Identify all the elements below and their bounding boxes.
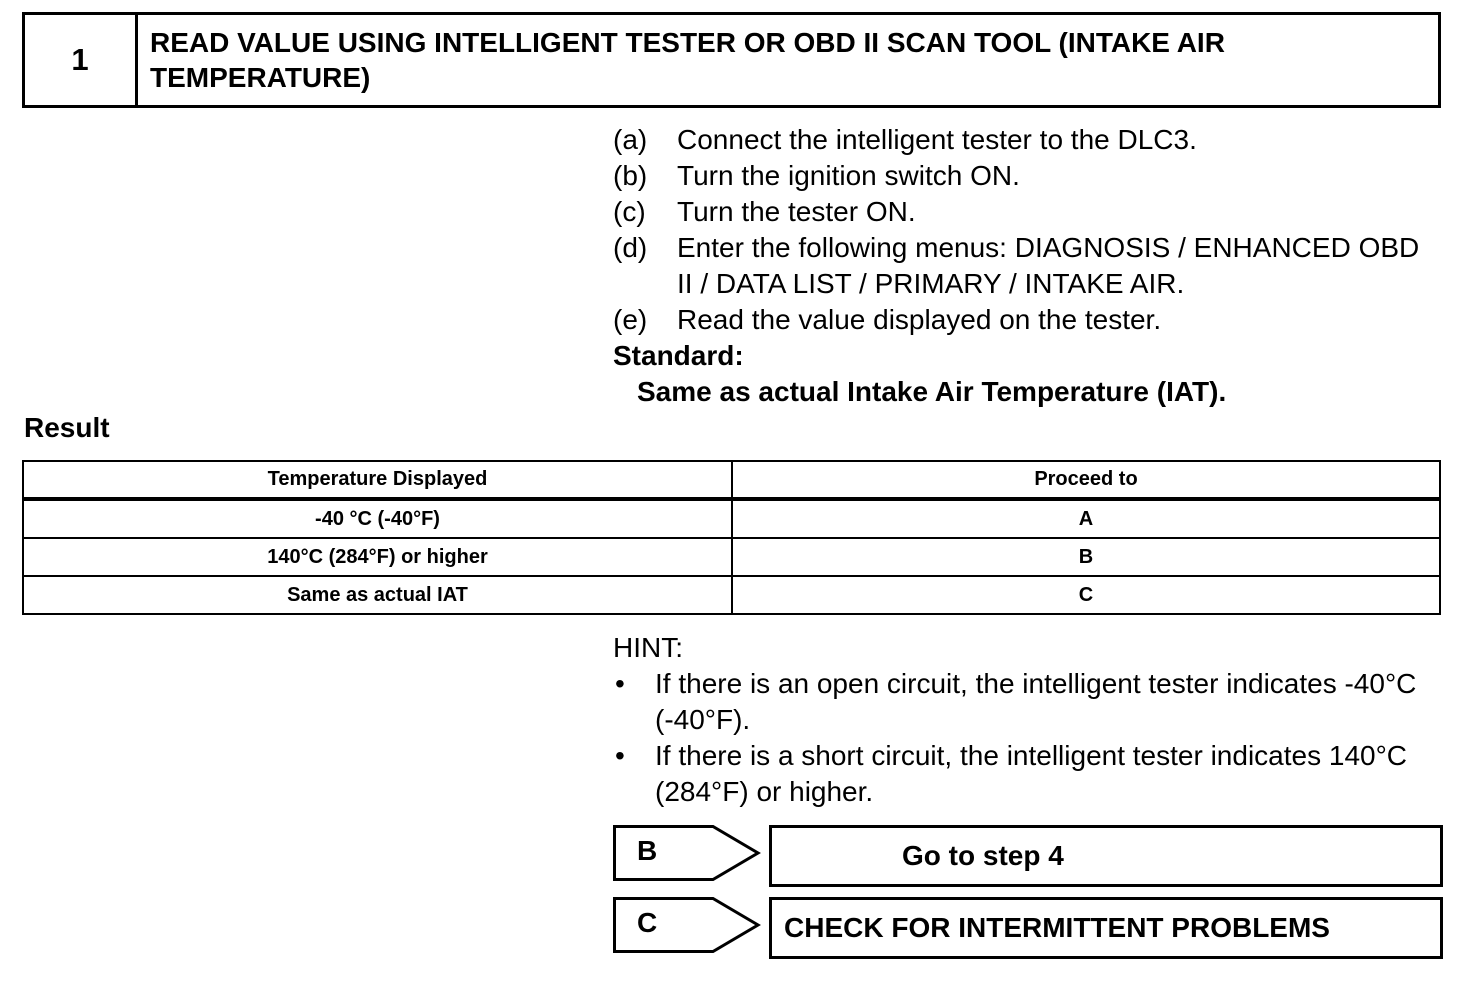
table-header-row xyxy=(23,461,1440,499)
arrow-tag-icon xyxy=(613,897,763,953)
procedure-text: Read the value displayed on the tester. xyxy=(677,304,1162,335)
hint-item xyxy=(613,738,1433,810)
bullet-icon: • xyxy=(615,668,625,699)
step-number: 1 xyxy=(25,15,138,105)
table-row xyxy=(23,538,1440,576)
temperature-cell: -40 °C (-40°F) xyxy=(23,499,732,538)
procedure-text: Connect the intelligent tester to the DLC3. xyxy=(677,124,1197,155)
arrow-tag-icon xyxy=(613,825,763,881)
branch-b xyxy=(613,825,1443,887)
branch-action-box xyxy=(769,825,1443,887)
hint-section xyxy=(613,630,1433,810)
hint-text: If there is a short circuit, the intelligent tester indicates 140°C (284°F) or higher. xyxy=(655,740,1408,807)
procedure-text: Turn the tester ON. xyxy=(677,196,916,227)
procedure-text: Turn the ignition switch ON. xyxy=(677,160,1020,191)
hint-label: HINT: xyxy=(613,632,683,663)
column-header-proceed: Proceed to xyxy=(732,461,1440,499)
procedure-list xyxy=(613,122,1433,410)
branch-action-box xyxy=(769,897,1443,959)
standard-value: Same as actual Intake Air Temperature (IAT). xyxy=(637,376,1227,407)
procedure-letter: (a) xyxy=(613,124,648,155)
branch-letter: C xyxy=(637,907,658,938)
procedure-item xyxy=(613,230,1433,302)
step-header xyxy=(22,12,1441,108)
procedure-item xyxy=(613,122,1433,158)
proceed-cell: B xyxy=(732,538,1440,576)
procedure-text: Enter the following menus: DIAGNOSIS / ENHANCED OBD II / DATA LIST / PRIMARY / INTAKE AIR. xyxy=(677,232,1420,299)
bullet-icon: • xyxy=(615,740,625,771)
branch-letter: B xyxy=(637,835,658,866)
temperature-cell: Same as actual IAT xyxy=(23,576,732,614)
column-header-temperature: Temperature Displayed xyxy=(23,461,732,499)
procedure-item xyxy=(613,194,1433,230)
branch-c xyxy=(613,897,1443,959)
proceed-cell: A xyxy=(732,499,1440,538)
procedure-letter: (d) xyxy=(613,232,648,263)
procedure-letter: (c) xyxy=(613,196,646,227)
branch-action-text: Go to step 4 xyxy=(902,840,1064,871)
result-label: Result xyxy=(24,412,110,443)
hint-item xyxy=(613,666,1433,738)
hint-text: If there is an open circuit, the intelligent tester indicates -40°C (-40°F). xyxy=(655,668,1417,735)
proceed-cell: C xyxy=(732,576,1440,614)
temperature-cell: 140°C (284°F) or higher xyxy=(23,538,732,576)
table-row xyxy=(23,576,1440,614)
branch-action-text: CHECK FOR INTERMITTENT PROBLEMS xyxy=(784,912,1330,943)
step-title: READ VALUE USING INTELLIGENT TESTER OR OBD II SCAN TOOL (INTAKE AIR TEMPERATURE) xyxy=(150,27,1225,93)
result-table xyxy=(22,460,1441,615)
table-row xyxy=(23,499,1440,538)
standard-label: Standard: xyxy=(613,340,744,371)
procedure-letter: (e) xyxy=(613,304,648,335)
procedure-item xyxy=(613,158,1433,194)
procedure-letter: (b) xyxy=(613,160,648,191)
procedure-item xyxy=(613,302,1433,338)
